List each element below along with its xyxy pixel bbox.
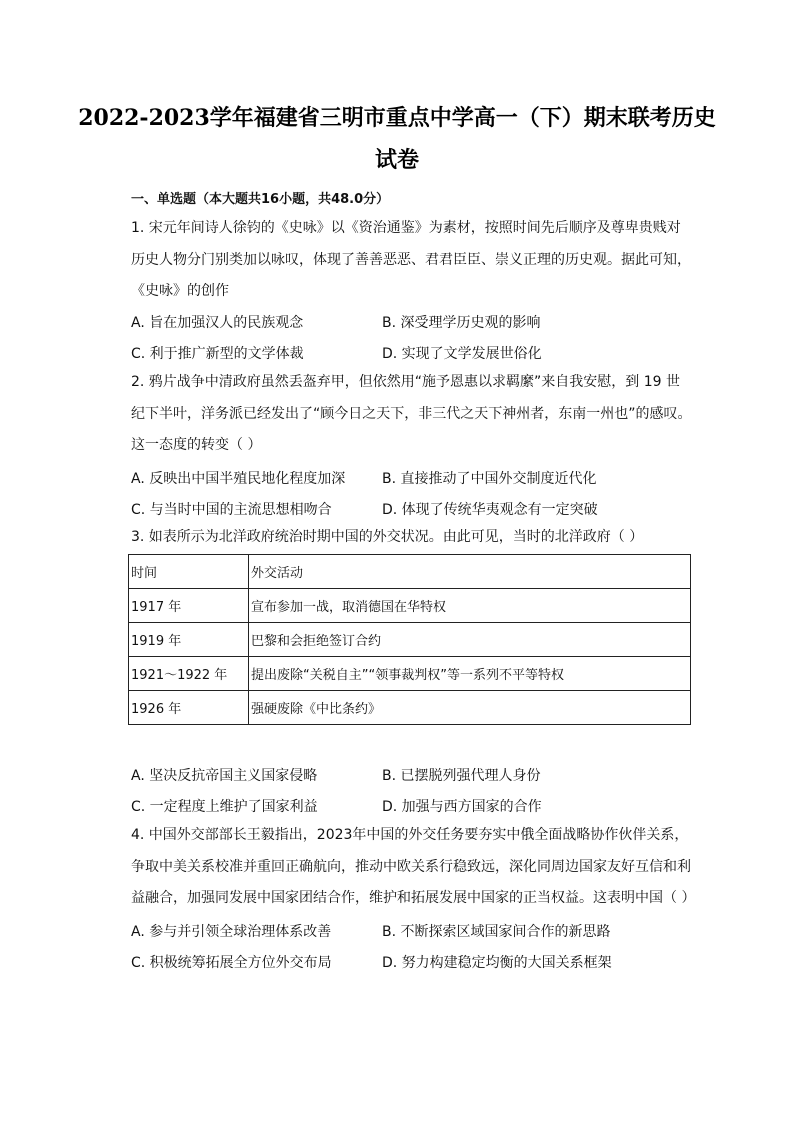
table-header-row: [129, 555, 691, 589]
option-c: C. 利于推广新型的文学体裁: [131, 346, 304, 362]
option-d: D. 实现了文学发展世俗化: [382, 346, 542, 362]
option-c: C. 与当时中国的主流思想相吻合: [131, 502, 332, 518]
question-1-options-row-1: [131, 312, 696, 332]
question-text-line: 2. 鸦片战争中清政府虽然丢盔弃甲，但依然用“施予恩惠以求羁縻”来自我安慰，到 19 世: [131, 374, 681, 390]
question-text-line: 争取中美关系校准并重回正确航向，推动中欧关系行稳致远，深化同周边国家友好互信和利: [131, 858, 691, 875]
diplomacy-table: [128, 554, 691, 725]
table-header-cell: 时间: [129, 555, 249, 589]
question-4-options-row-1: [131, 921, 696, 941]
option-a: A. 旨在加强汉人的民族观念: [131, 315, 304, 331]
table-cell-activity: 巴黎和会拒绝签订合约: [249, 623, 691, 657]
question-2-stem: [131, 367, 696, 462]
table-row: [129, 657, 691, 691]
table-row: [129, 589, 691, 623]
exam-title-line2: 试卷: [374, 147, 419, 173]
exam-title-line1: 2022-2023学年福建省三明市重点中学高一（下）期末联考历史: [78, 105, 716, 131]
question-text-line: 纪下半叶，洋务派已经发出了“顾今日之天下，非三代之天下神州者，东南一州也”的感叹。: [131, 405, 692, 422]
question-2-options-row-2: [131, 499, 696, 519]
table-header-cell: 外交活动: [249, 555, 691, 589]
option-c: C. 积极统筹拓展全方位外交布局: [131, 955, 332, 971]
table-cell-activity: 提出废除“关税自主”“领事裁判权”等一系列不平等特权: [249, 657, 691, 691]
option-b: B. 直接推动了中国外交制度近代化: [382, 471, 597, 487]
question-text-line: 益融合，加强同发展中国家团结合作，维护和拓展发展中国家的正当权益。这表明中国（ ）: [131, 890, 696, 906]
question-text-line: 3. 如表所示为北洋政府统治时期中国的外交状况。由此可见，当时的北洋政府（ ）: [131, 529, 644, 545]
table-cell-activity: 宣布参加一战，取消德国在华特权: [249, 589, 691, 623]
question-1-stem: [131, 213, 696, 308]
question-4-options-row-2: [131, 952, 696, 972]
question-text-line: 这一态度的转变（ ）: [131, 437, 262, 453]
option-d: D. 加强与西方国家的合作: [382, 799, 542, 815]
option-a: A. 反映出中国半殖民地化程度加深: [131, 471, 346, 487]
option-d: D. 努力构建稳定均衡的大国关系框架: [382, 955, 612, 971]
section-header: 一、单选题（本大题共16小题，共48.0分）: [131, 192, 390, 207]
table-cell-activity: 强硬废除《中比条约》: [249, 691, 691, 725]
question-4-stem: [131, 820, 696, 915]
option-b: B. 深受理学历史观的影响: [382, 315, 541, 331]
option-a: A. 参与并引领全球治理体系改善: [131, 924, 332, 940]
table-row: [129, 691, 691, 725]
question-3-stem: [131, 522, 696, 554]
option-b: B. 已摆脱列强代理人身份: [382, 768, 541, 784]
question-3-options-row-2: [131, 796, 696, 816]
question-2-options-row-1: [131, 468, 696, 488]
question-text-line: 1. 宋元年间诗人徐钧的《史咏》以《资治通鉴》为素材，按照时间先后顺序及尊卑贵贱对: [131, 220, 681, 236]
table-row: [129, 623, 691, 657]
question-text-line: 历史人物分门别类加以咏叹，体现了善善恶恶、君君臣臣、崇义正理的历史观。据此可知，: [131, 251, 691, 268]
table-cell-year: 1919 年: [129, 623, 249, 657]
table-cell-year: 1921～1922 年: [129, 657, 249, 691]
table-cell-year: 1917 年: [129, 589, 249, 623]
question-text-line: 《史咏》的创作: [131, 283, 229, 299]
table-cell-year: 1926 年: [129, 691, 249, 725]
question-1-options-row-2: [131, 343, 696, 363]
question-text-line: 4. 中国外交部部长王毅指出，2023年中国的外交任务要夯实中俄全面战略协作伙伴关系，: [131, 827, 689, 843]
option-c: C. 一定程度上维护了国家利益: [131, 799, 318, 815]
option-b: B. 不断探索区域国家间合作的新思路: [382, 924, 611, 940]
option-d: D. 体现了传统华夷观念有一定突破: [382, 502, 598, 518]
question-3-options-row-1: [131, 765, 696, 785]
option-a: A. 坚决反抗帝国主义国家侵略: [131, 768, 318, 784]
